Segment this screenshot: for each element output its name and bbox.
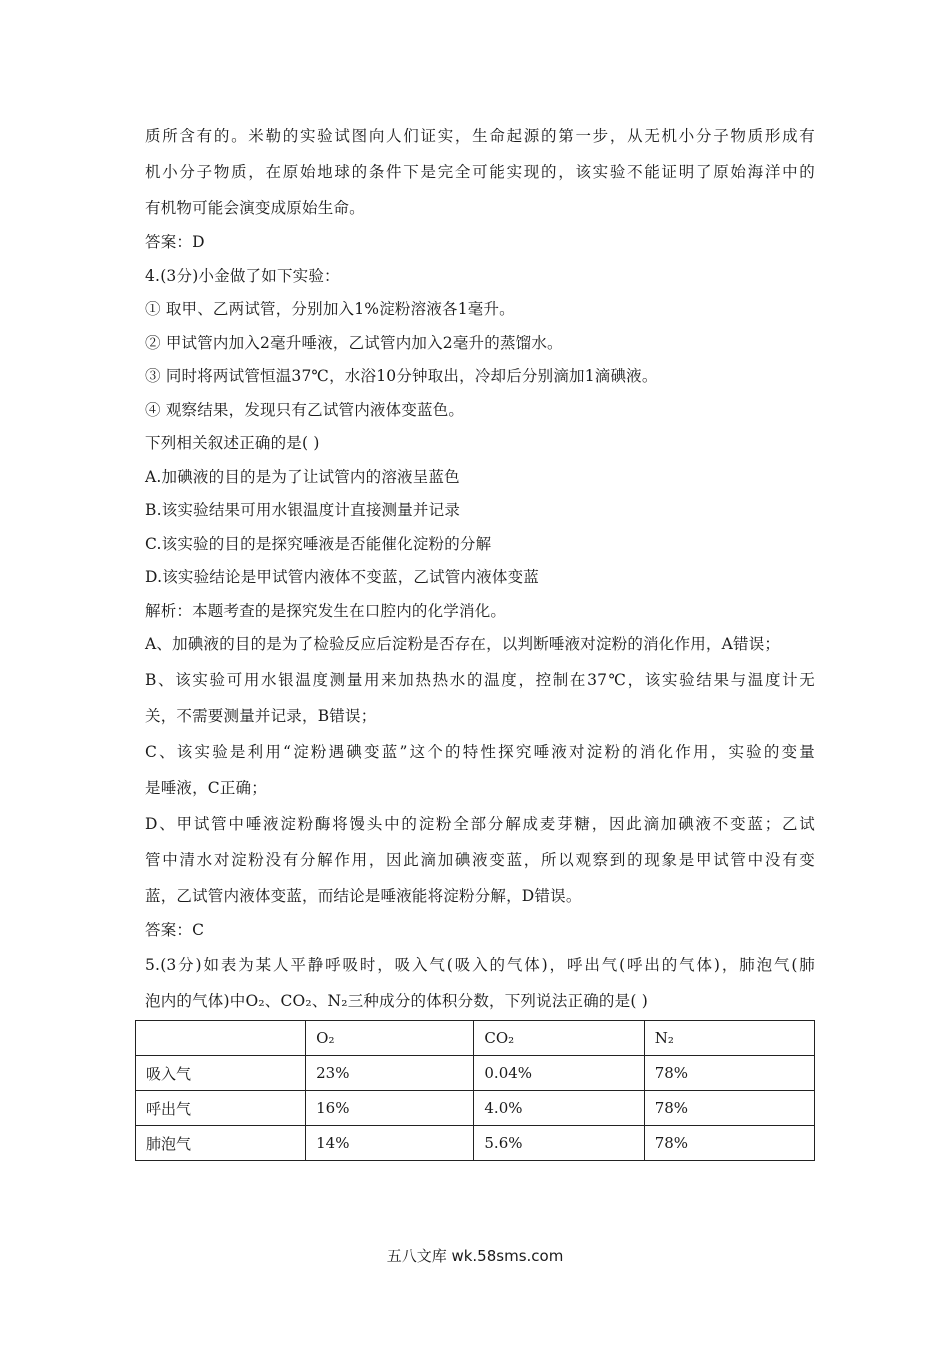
table-cell: 14% — [306, 1126, 474, 1161]
table-header-n2: N₂ — [644, 1021, 814, 1056]
row-label: 肺泡气 — [136, 1126, 306, 1161]
table-row — [136, 1056, 815, 1091]
analysis-a: A、加碘液的目的是为了检验反应后淀粉是否存在，以判断唾液对淀粉的消化作用，A错误； — [145, 635, 781, 653]
table-cell — [136, 1021, 306, 1056]
table-header-o2: O₂ — [306, 1021, 474, 1056]
analysis-c: C、该实验是利用“淀粉遇碘变蓝”这个的特性探究唾液对淀粉的消化作用，实验的变量 — [145, 742, 815, 761]
question-title: 4.(3分)小金做了如下实验： — [145, 266, 340, 285]
table-cell: 78% — [644, 1126, 814, 1161]
row-label: 吸入气 — [136, 1056, 306, 1091]
table-cell: 23% — [306, 1056, 474, 1091]
analysis-d: D、甲试管中唾液淀粉酶将馒头中的淀粉全部分解成麦芽糖，因此滴加碘液不变蓝；乙试 — [145, 814, 815, 833]
step-4: ④ 观察结果，发现只有乙试管内液体变蓝色。 — [145, 400, 465, 419]
step-2: ② 甲试管内加入2毫升唾液，乙试管内加入2毫升的蒸馏水。 — [145, 333, 563, 352]
table-row — [136, 1091, 815, 1126]
row-label: 呼出气 — [136, 1091, 306, 1126]
option-a: A.加碘液的目的是为了让试管内的溶液呈蓝色 — [145, 467, 460, 486]
document-body — [145, 118, 815, 1019]
table-cell: 4.0% — [474, 1091, 644, 1126]
option-b: B.该实验结果可用水银温度计直接测量并记录 — [145, 501, 461, 519]
step-3: ③ 同时将两试管恒温37℃，水浴10分钟取出，冷却后分别滴加1滴碘液。 — [145, 367, 658, 385]
table-cell: 5.6% — [474, 1126, 644, 1161]
paragraph-line: 有机物可能会演变成原始生命。 — [145, 199, 365, 217]
paragraph-line: 机小分子物质，在原始地球的条件下是完全可能实现的，该实验不能证明了原始海洋中的 — [145, 163, 815, 181]
analysis-d-cont: 管中清水对淀粉没有分解作用，因此滴加碘液变蓝，所以观察到的现象是甲试管中没有变 — [145, 850, 815, 869]
option-d: D.该实验结论是甲试管内液体不变蓝，乙试管内液体变蓝 — [145, 568, 540, 586]
question-5-title: 5.(3分)如表为某人平静呼吸时，吸入气(吸入的气体)，呼出气(呼出的气体)，肺泡气(肺 — [145, 956, 815, 974]
table-cell: 0.04% — [474, 1056, 644, 1091]
analysis-b-cont: 关，不需要测量并记录，B错误； — [145, 706, 377, 725]
option-c: C.该实验的目的是探究唾液是否能催化淀粉的分解 — [145, 534, 492, 553]
answer-line: 答案：D — [145, 233, 205, 251]
table-cell: 78% — [644, 1056, 814, 1091]
analysis-d-end: 蓝，乙试管内液体变蓝，而结论是唾液能将淀粉分解，D错误。 — [145, 886, 582, 905]
table-header-row — [136, 1021, 815, 1056]
step-1: ① 取甲、乙两试管，分别加入1%淀粉溶液各1毫升。 — [145, 300, 515, 318]
table-row — [136, 1126, 815, 1161]
table-cell: 78% — [644, 1091, 814, 1126]
paragraph-line: 质所含有的。米勒的实验试图向人们证实，生命起源的第一步，从无机小分子物质形成有 — [145, 127, 815, 145]
question-prompt: 下列相关叙述正确的是( ) — [145, 434, 320, 452]
gas-composition-table — [135, 1020, 815, 1161]
analysis-b: B、该实验可用水银温度测量用来加热热水的温度，控制在37℃，该实验结果与温度计无 — [145, 670, 815, 689]
analysis-c-cont: 是唾液，C正确； — [145, 778, 267, 797]
answer-line: 答案：C — [145, 920, 205, 939]
analysis-intro: 解析：本题考查的是探究发生在口腔内的化学消化。 — [145, 601, 507, 620]
footer-watermark: 五八文库 wk.58sms.com — [386, 1247, 564, 1265]
table-header-co2: CO₂ — [474, 1021, 644, 1056]
table-cell: 16% — [306, 1091, 474, 1126]
question-5-cont: 泡内的气体)中O₂、CO₂、N₂三种成分的体积分数，下列说法正确的是( ) — [145, 992, 648, 1010]
